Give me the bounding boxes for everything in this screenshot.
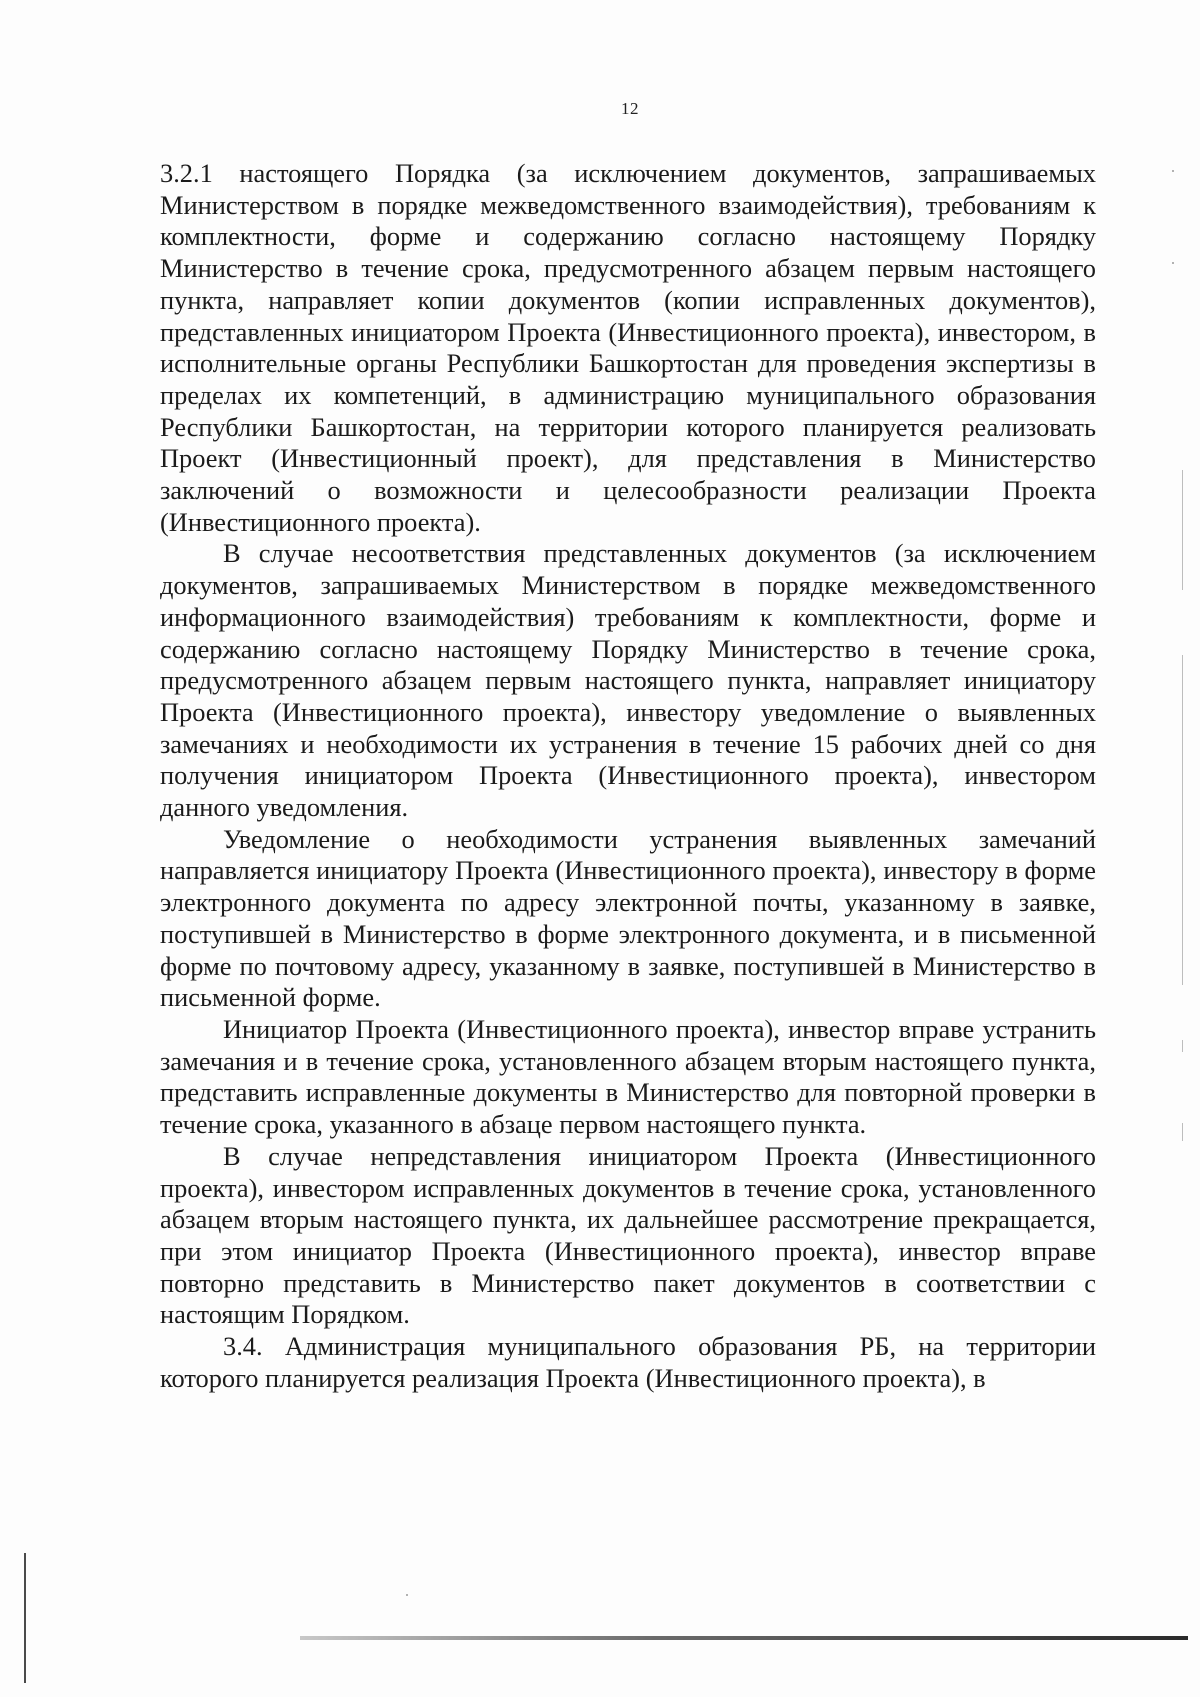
scan-edge-mark-right — [1182, 1123, 1183, 1141]
paragraph-5: В случае непредставления инициатором Проекта (Инвестиционного проекта), инвестором исправленных документов в течение срока, установленного абзацем вторым настоящего пункта, их дальнейшее рассмотрение прекращается, при этом инициатор Проекта (Инвестиционного проекта), инвестор вправе повторно представить в Министерство пакет документов в соответствии с настоящим Порядком. — [160, 1140, 1096, 1330]
scan-edge-mark-left — [24, 1553, 26, 1683]
paragraph-3: Уведомление о необходимости устранения выявленных замечаний направляется инициатору Проекта (Инвестиционного проекта), инвестору в форме электронного документа по адресу электронной почты, указанному в заявке, поступившей в Министерство в форме электронного документа, и в письменной форме по почтовому адресу, указанному в заявке, поступившей в Министерство в письменной форме. — [160, 823, 1096, 1013]
page-number: 12 — [621, 99, 639, 118]
scan-speck — [1172, 170, 1174, 172]
paragraph-6: 3.4. Администрация муниципального образования РБ, на территории которого планируется реализация Проекта (Инвестиционного проекта), в — [160, 1331, 1096, 1393]
scan-edge-mark-right — [1182, 655, 1183, 985]
document-body — [160, 158, 1096, 1394]
scan-bottom-edge — [300, 1636, 1188, 1640]
scan-speck — [1172, 262, 1174, 264]
scan-edge-mark-right — [1182, 470, 1183, 590]
scan-edge-mark-right — [1182, 1040, 1183, 1052]
paragraph-2: В случае несоответствия представленных документов (за исключением документов, запрашиваемых Министерством в порядке межведомственного информационного взаимодействия) требованиям к комплектности, форме и содержанию согласно настоящему Порядку Министерство в течение срока, предусмотренного абзацем первым настоящего пункта, направляет инициатору Проекта (Инвестиционного проекта), инвестору уведомление о выявленных замечаниях и необходимости их устранения в течение 15 рабочих дней со дня получения инициатором Проекта (Инвестиционного проекта), инвестором данного уведомления. — [160, 538, 1096, 823]
scan-speck — [406, 1594, 408, 1596]
paragraph-1: 3.2.1 настоящего Порядка (за исключением документов, запрашиваемых Министерством в порядке межведомственного взаимодействия), требованиям к комплектности, форме и содержанию согласно настоящему Порядку Министерство в течение срока, предусмотренного абзацем первым настоящего пункта, направляет копии документов (копии исправленных документов), представленных инициатором Проекта (Инвестиционного проекта), инвестором, в исполнительные органы Республики Башкортостан для проведения экспертизы в пределах их компетенций, в администрацию муниципального образования Республики Башкортостан, на территории которого планируется реализовать Проект (Инвестиционный проект), для представления в Министерство заключений о возможности и целесообразности реализации Проекта (Инвестиционного проекта). — [160, 158, 1096, 537]
paragraph-4: Инициатор Проекта (Инвестиционного проекта), инвестор вправе устранить замечания и в течение срока, установленного абзацем вторым настоящего пункта, представить исправленные документы в Министерство для повторной проверки в течение срока, указанного в абзаце первом настоящего пункта. — [160, 1013, 1096, 1140]
